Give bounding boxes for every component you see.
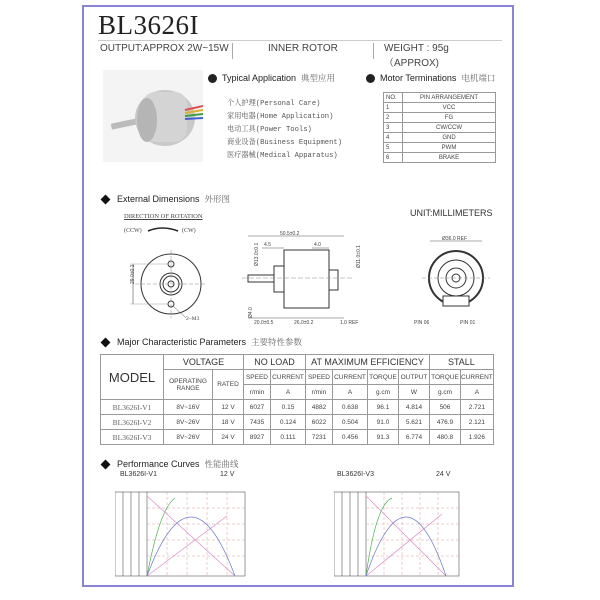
units-row: r/min A r/min A g.cm W g.cm A — [101, 385, 494, 400]
list-item: 商业设备(Business Equipment) — [227, 139, 343, 147]
bullet-icon — [208, 74, 217, 83]
table-row: 1 VCC — [384, 103, 496, 113]
svg-text:Ø4.0: Ø4.0 — [248, 307, 254, 318]
external-dimensions-heading: External Dimensions 外形图 — [102, 193, 230, 205]
chart-voltage-label: 12 V — [220, 471, 235, 478]
table-row: BL3626I-V3 8V~26V 24 V 8927 0.111 7231 0.456 91.3 6.774 480.8 1.926 — [101, 430, 494, 445]
chart-voltage-label: 24 V — [436, 471, 451, 478]
unit-label: UNIT:MILLIMETERS — [410, 208, 493, 218]
chart-model-label: BL3626I-V3 — [337, 471, 374, 478]
motor-image — [103, 70, 203, 162]
list-item: 医疗器械(Medical Apparatus) — [227, 152, 338, 160]
table-row: 4 GND — [384, 133, 496, 143]
output-spec: OUTPUT:APPROX 2W~15W — [100, 43, 229, 54]
svg-text:Ø36.0 REF: Ø36.0 REF — [442, 236, 468, 242]
weight-spec: WEIGHT : 95g （APPROX) — [384, 43, 449, 69]
list-item: 电动工具(Power Tools) — [227, 126, 312, 134]
rotation-direction-label: DIRECTION OF ROTATION — [124, 213, 203, 220]
performance-chart-v1 — [115, 488, 250, 583]
divider — [373, 43, 374, 59]
rotor-type: INNER ROTOR — [268, 43, 338, 54]
chart-model-label: BL3626I-V1 — [120, 471, 157, 478]
rear-view-drawing — [402, 232, 502, 332]
svg-text:PIN 06: PIN 06 — [414, 320, 430, 326]
svg-text:2~M3: 2~M3 — [186, 316, 200, 322]
front-view-drawing — [100, 222, 235, 332]
table-row: BL3626I-V2 8V~26V 18 V 7435 0.124 6022 0.504 91.0 5.621 476.9 2.121 — [101, 415, 494, 430]
svg-text:4.5: 4.5 — [264, 242, 271, 248]
svg-text:1.0 REF: 1.0 REF — [340, 320, 359, 326]
svg-text:26.0±0.2: 26.0±0.2 — [294, 320, 314, 326]
svg-text:PIN 01: PIN 01 — [460, 320, 476, 326]
performance-chart-v3 — [334, 488, 469, 583]
cw-label: (CW) — [182, 228, 196, 234]
table-header-row: OPERATING RANGE RATED SPEED CURRENT SPEED CURRENT TORQUE OUTPUT TORQUE CURRENT — [101, 370, 494, 385]
ccw-label: (CCW) — [124, 228, 142, 234]
table-row: BL3626I-V1 8V~16V 12 V 6027 0.15 4882 0.638 96.1 4.814 506 2.721 — [101, 400, 494, 415]
svg-text:4.0: 4.0 — [314, 242, 321, 248]
svg-text:29.0±0.1: 29.0±0.1 — [130, 264, 136, 284]
model-title: BL3626I — [98, 10, 199, 40]
pin-table — [383, 92, 496, 163]
motor-photo — [103, 70, 203, 162]
svg-text:20.0±0.5: 20.0±0.5 — [254, 320, 274, 326]
svg-text:Ø11.0±0.1: Ø11.0±0.1 — [356, 245, 362, 268]
svg-text:Ø13.0±0.1: Ø13.0±0.1 — [254, 242, 260, 266]
table-row: 3 CW/CCW — [384, 123, 496, 133]
table-header-row: MODEL VOLTAGE NO LOAD AT MAXIMUM EFFICIENCY STALL — [101, 355, 494, 370]
performance-heading: Performance Curves 性能曲线 — [102, 458, 239, 470]
diamond-bullet-icon — [101, 194, 111, 204]
bullet-icon — [366, 74, 375, 83]
svg-text:50.5±0.2: 50.5±0.2 — [280, 231, 300, 237]
list-item: 家用电器(Home Application) — [227, 113, 334, 121]
table-header-row: NO. PIN ARRANGEMENT — [384, 93, 496, 103]
table-row: 2 FG — [384, 113, 496, 123]
table-row: 6 BRAKE — [384, 153, 496, 163]
list-item: 个人护理(Personal Care) — [227, 100, 321, 108]
table-row: 5 PWM — [384, 143, 496, 153]
divider — [232, 43, 233, 59]
parameters-heading: Major Characteristic Parameters 主要特性参数 — [102, 336, 302, 348]
spec-header — [98, 40, 502, 69]
diamond-bullet-icon — [101, 459, 111, 469]
typical-application-heading: Typical Application 典型应用 — [208, 72, 335, 84]
side-view-drawing — [232, 228, 377, 328]
rotation-arrow-icon — [148, 228, 178, 231]
motor-terminations-heading: Motor Terminations 电机端口 — [366, 72, 495, 84]
parameters-table — [100, 354, 494, 445]
application-list — [227, 98, 342, 163]
diamond-bullet-icon — [101, 337, 111, 347]
